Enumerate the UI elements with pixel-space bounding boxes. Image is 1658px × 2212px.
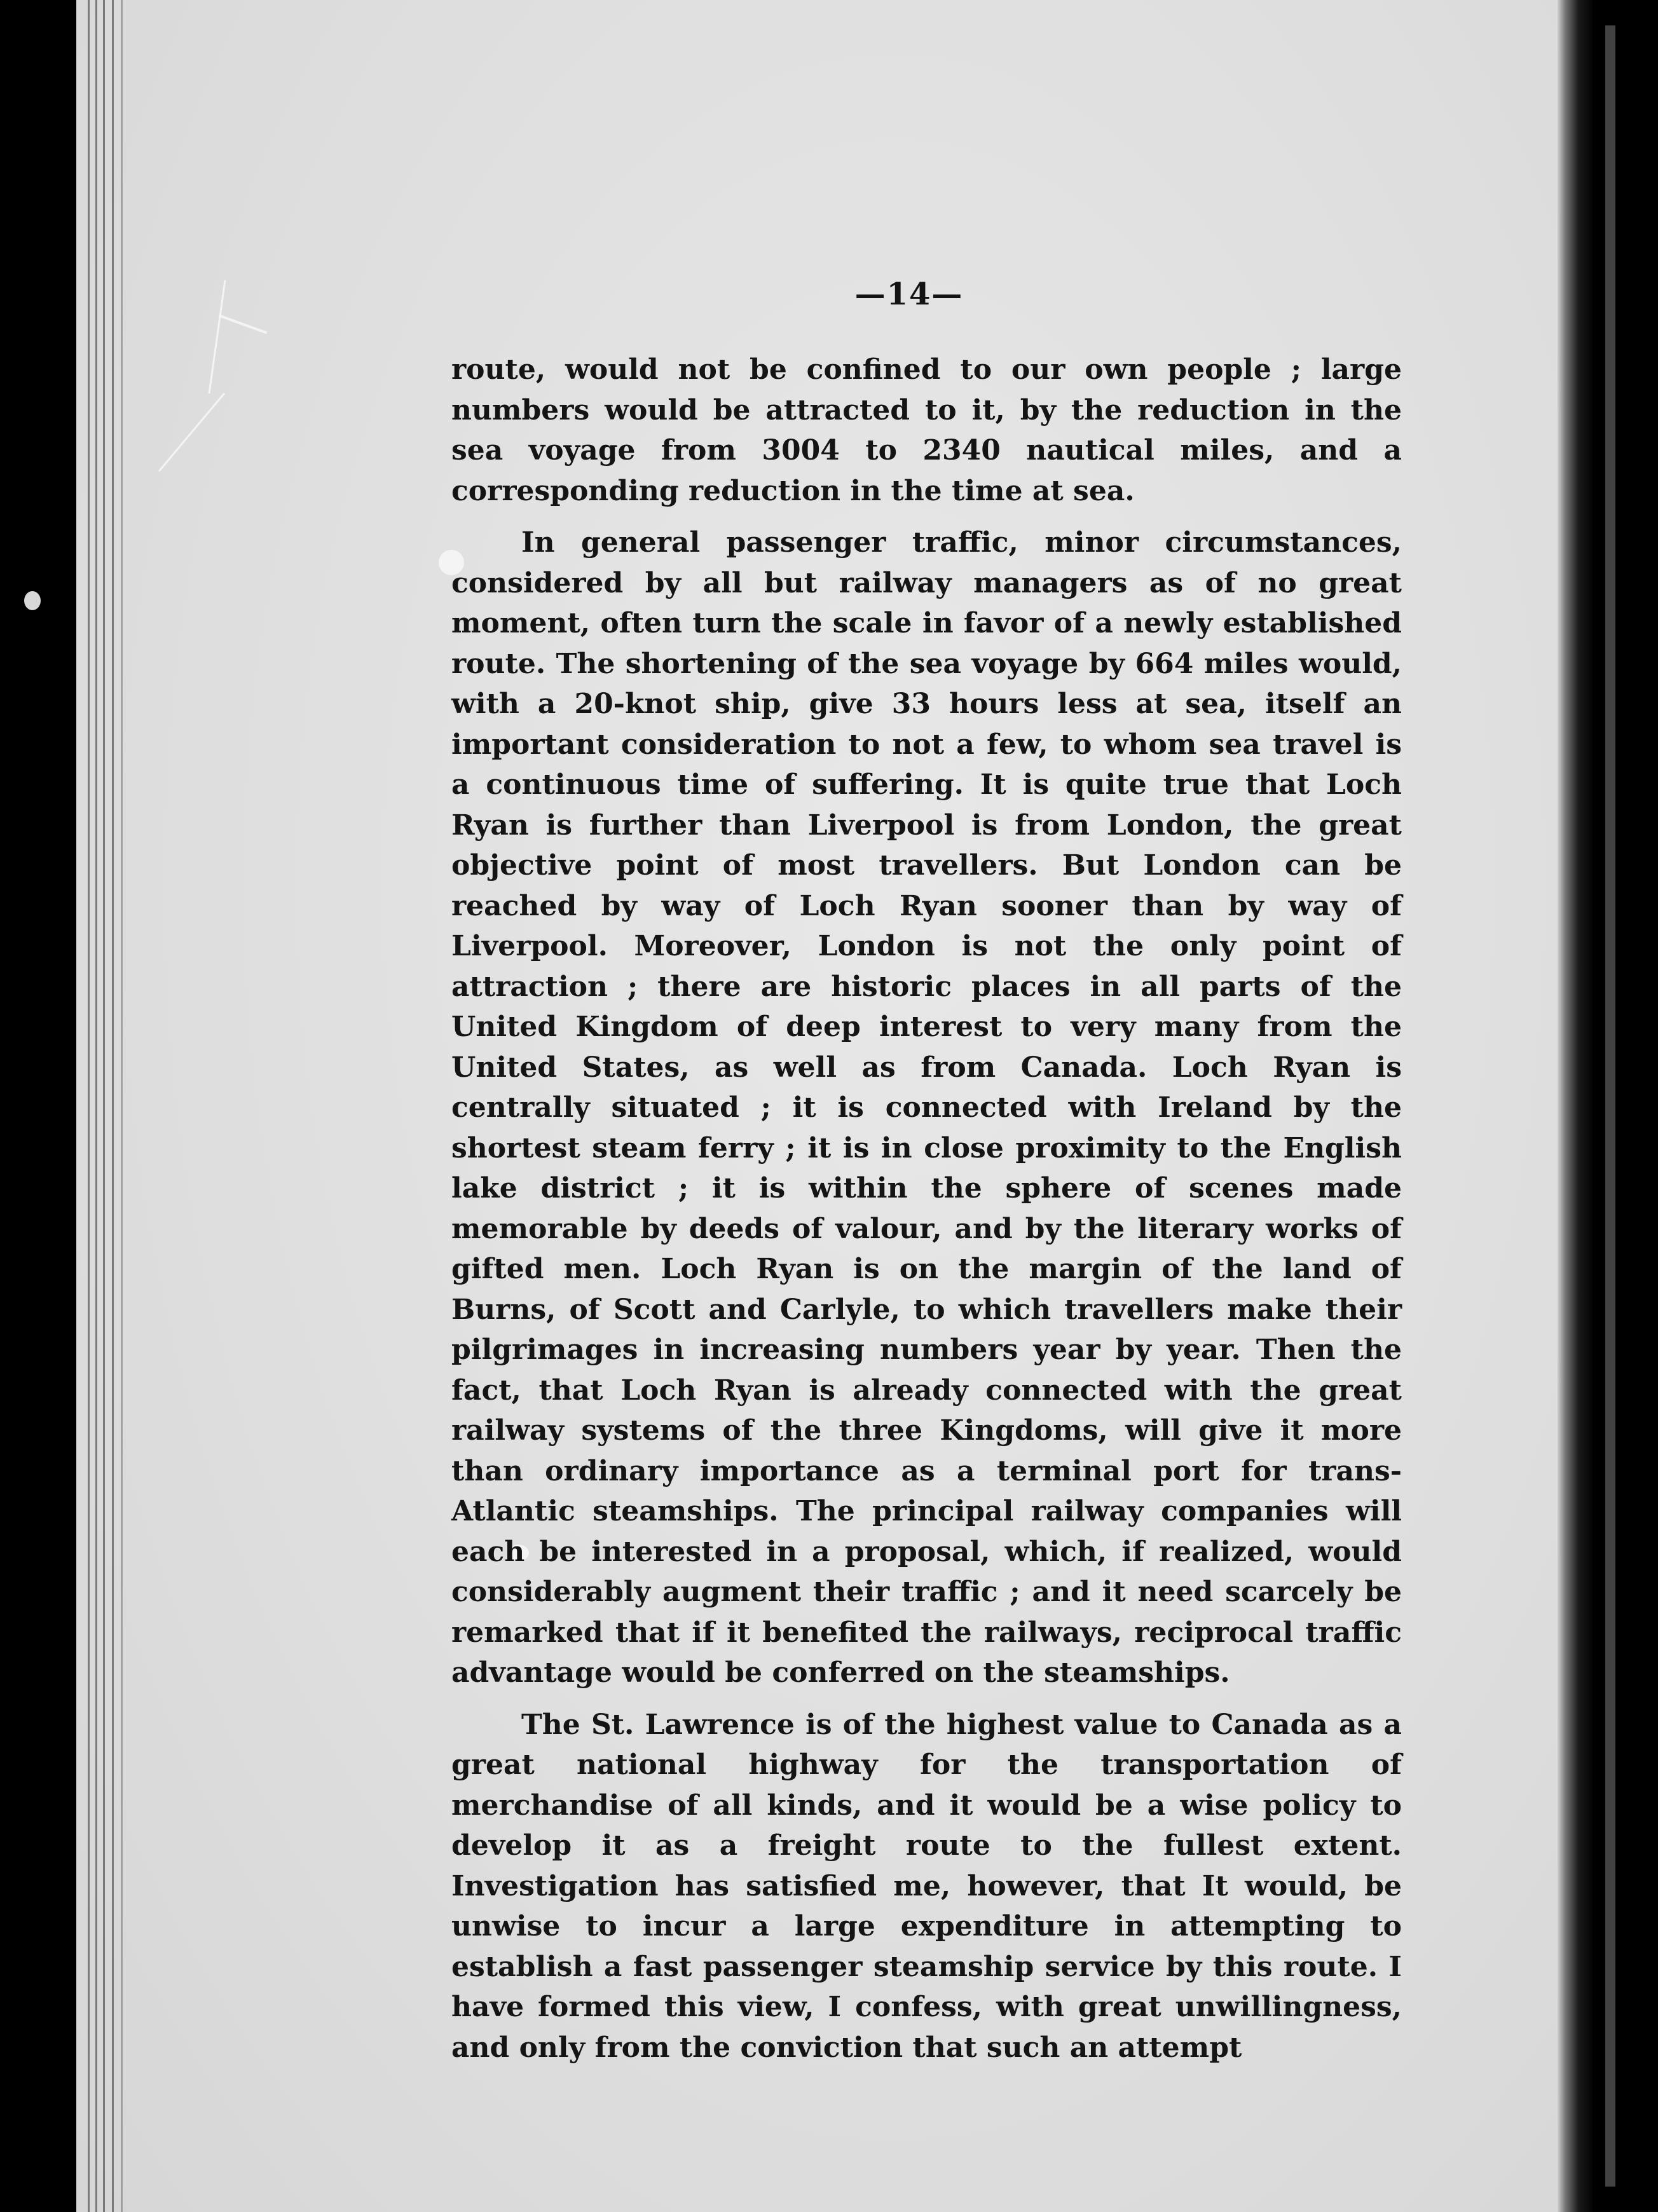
page-edge-line [88,0,90,2212]
binding-shadow [1558,0,1596,2212]
paragraph: The St. Lawrence is of the highest value to Canada as a great national highway for the transportation of merchandise of all kinds, and it would be a wise policy to develop it as a freight route to the fullest extent. Investigation has satisfied me, however, that It would, be unwise to incur a large expenditure in attempting to establish a fast passenger steamship service by this route. I have formed this view, I confess, with great unwillingness, and only from the conviction that such an attempt [451,1708,1402,2064]
page-edge-line [121,0,123,2212]
body-text [451,350,1402,2068]
scan-border-right [1593,0,1658,2212]
page-edge-line [112,0,114,2212]
page-edge-line [103,0,105,2212]
paper-blemish [24,591,41,610]
page-edge-line [95,0,97,2212]
adjacent-page-edge [1605,25,1615,2187]
paragraph: route, would not be confined to our own people ; large numbers would be attracted to it, by the reduction in the sea voyage from 3004 to 2340 nautical miles, and a corresponding reduction in the time at sea. [451,353,1402,507]
page-number: —14— [854,276,964,312]
paragraph: In general passenger traffic, minor circumstances, considered by all but railway managers as of no great moment, often turn the scale in favor of a newly established route. The shortening of the sea voyage by 664 miles would, with a 20-knot ship, give 33 hours less at sea, itself an important consideration to not a few, to whom sea travel is a continuous time of suffering. It is quite true that Loch Ryan is further than Liverpool is from London, the great objective point of most travellers. But London can be reached by way of Loch Ryan sooner than by way of Liverpool. Moreover, London is not the only point of attraction ; there are historic places in all parts of the United Kingdom of deep interest to very many from the United States, as well as from Canada. Loch Ryan is centrally situated ; it is connected with Ireland by the shortest steam ferry ; it is in close proximity to the English lake district ; it is within the sphere of scenes made memorable by deeds of valour, and by the literary works of gifted men. Loch Ryan is on the margin of the land of Burns, of Scott and Carlyle, to which travellers make their pilgrimages in increasing numbers year by year. Then the fact, that Loch Ryan is already connected with the great railway systems of the three Kingdoms, will give it more than ordinary importance as a terminal port for trans-Atlantic steamships. The principal railway companies will each be interested in a proposal, which, if realized, would considerably augment their traffic ; and it need scarcely be remarked that if it benefited the railways, reciprocal traffic advantage would be conferred on the steamships. [451,526,1402,1689]
